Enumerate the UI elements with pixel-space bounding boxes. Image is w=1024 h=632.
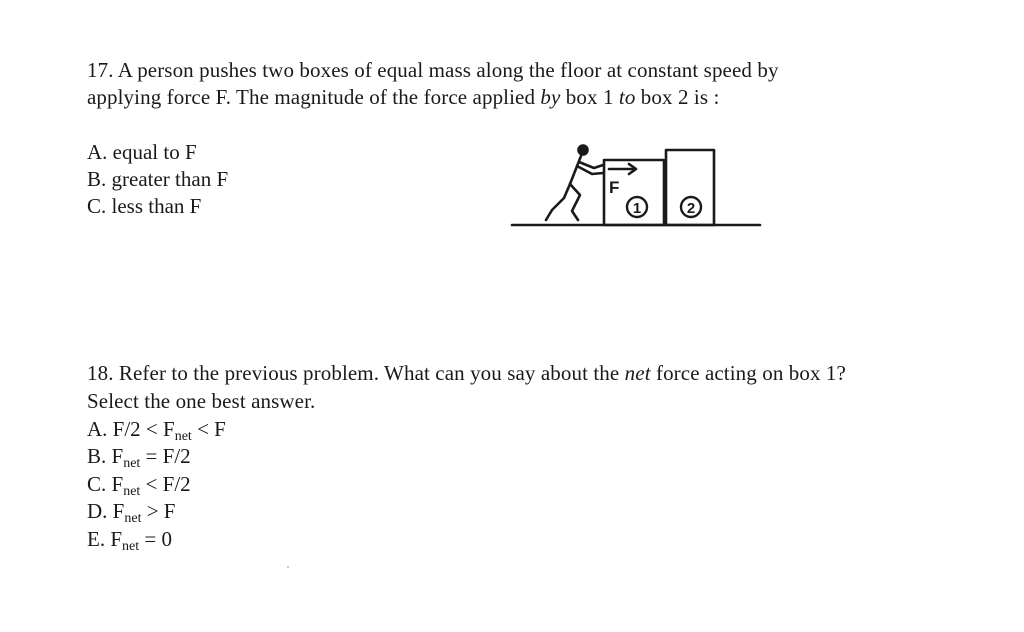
box-2-label-icon bbox=[681, 197, 701, 217]
q18-text-line-2: Select the one best answer. bbox=[87, 389, 316, 413]
q17-by-emphasis: by bbox=[540, 85, 561, 109]
q18-choice-c: C. $F_{net} < F/2$ bbox=[87, 472, 191, 499]
q18-choice-e: E. $F_{net} = 0$ bbox=[87, 527, 172, 554]
q18-choice-d: D. $F_{net} > F$ bbox=[87, 499, 176, 526]
q18-choice-a: A. $F/2 < F_{net} < F$ bbox=[87, 417, 226, 444]
q17-text-line-1: 17. A person pushes two boxes of equal mass along the floor at constant speed by bbox=[87, 58, 779, 82]
force-arrow-icon bbox=[609, 164, 636, 174]
q17-choice-b: B. greater than F bbox=[87, 167, 229, 191]
q17-to-emphasis: to bbox=[618, 85, 636, 109]
box-1-label-icon bbox=[627, 197, 647, 217]
q18-text-line-1: 18. Refer to the previous problem. What can you say about the net force acting on box 1? bbox=[87, 361, 846, 385]
q17-choice-a: A. equal to F bbox=[87, 140, 197, 164]
q18-net-emphasis: net bbox=[624, 361, 651, 385]
q18-choice-b: B. $F_{net} = F/2$ bbox=[87, 444, 191, 471]
q17-choice-c: C. less than F bbox=[87, 194, 202, 218]
svg-text:1: 1 bbox=[632, 200, 642, 217]
person-pushing-icon bbox=[546, 146, 603, 221]
scan-speck bbox=[287, 566, 289, 568]
q17-text-line-2: applying force F. The magnitude of the force applied by box 1 to box 2 is : bbox=[87, 85, 720, 109]
pushing-boxes-figure bbox=[508, 140, 764, 236]
force-label: F bbox=[609, 178, 620, 197]
svg-text:2: 2 bbox=[686, 200, 696, 217]
